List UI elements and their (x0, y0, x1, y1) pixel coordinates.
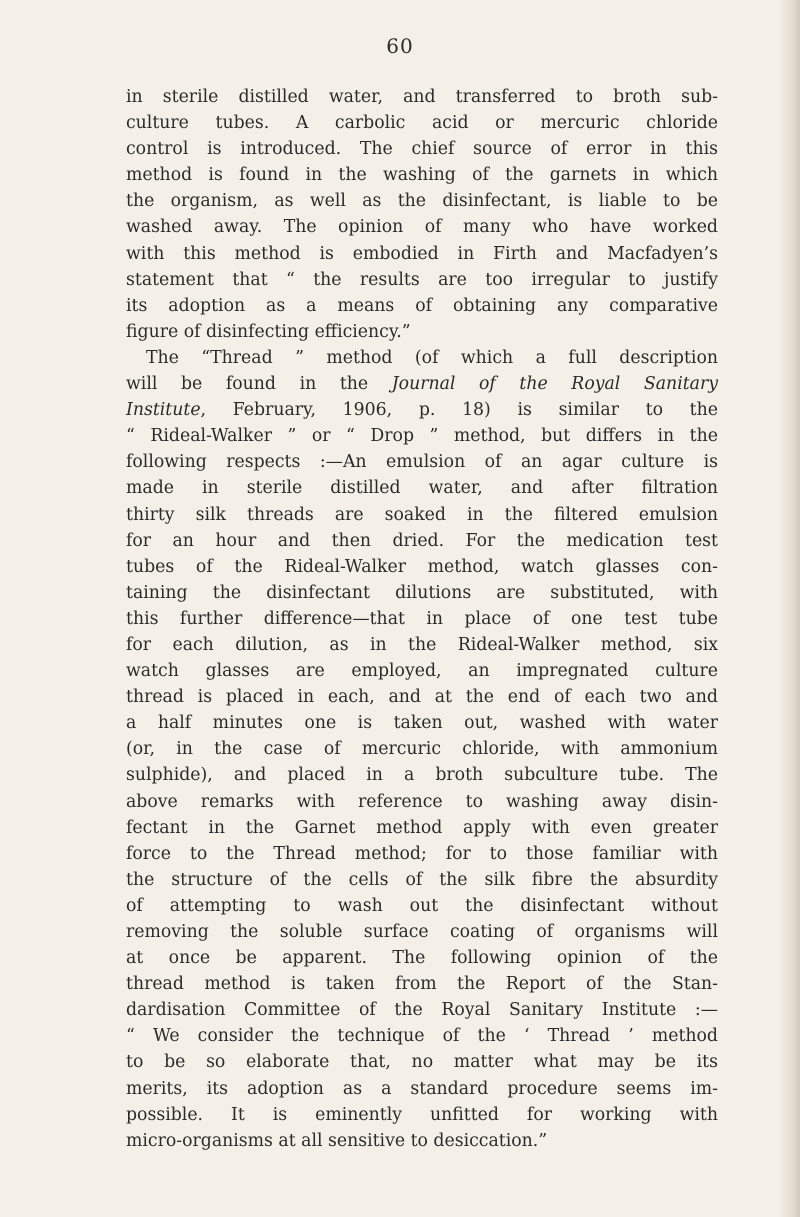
text-line: The “Thread ” method (of which a full description (146, 347, 718, 368)
text-line: with this method is embodied in Firth and Macfadyen’s (126, 243, 718, 264)
text-line: thirty silk threads are soaked in the filtered emulsion (126, 504, 718, 525)
text-line: micro-organisms at all sensitive to desiccation.” (126, 1130, 548, 1151)
text-line: taining the disinfectant dilutions are substituted, with (126, 582, 718, 603)
body-text (126, 84, 718, 1154)
text-line: will be found in the Journal of the Royal Sanitary (126, 374, 718, 395)
page-edge-shadow (778, 0, 800, 1217)
text-line: method is found in the washing of the garnets in which (126, 165, 718, 186)
text-line: culture tubes. A carbolic acid or mercuric chloride (126, 113, 718, 134)
text-line: merits, its adoption as a standard procedure seems im- (126, 1078, 718, 1099)
text-line: made in sterile distilled water, and after filtration (126, 478, 718, 499)
text-line: thread method is taken from the Report of the Stan- (126, 974, 718, 995)
text-line: Institute, February, 1906, p. 18) is similar to the (126, 400, 718, 421)
text-line: to be so elaborate that, no matter what may be its (126, 1052, 718, 1073)
text-line: this further difference—that in place of one test tube (126, 608, 718, 629)
text-line: possible. It is eminently unfitted for working with (126, 1104, 718, 1125)
text-line: force to the Thread method; for to those familiar with (126, 843, 718, 864)
text-line: the organism, as well as the disinfectant, is liable to be (126, 191, 718, 212)
text-line: the structure of the cells of the silk fibre the absurdity (126, 869, 718, 890)
text-line: a half minutes one is taken out, washed with water (126, 713, 718, 734)
journal-title-cont: Institute (126, 400, 201, 421)
text-line: watch glasses are employed, an impregnated culture (126, 661, 718, 682)
text-line: in sterile distilled water, and transferred to broth sub- (126, 87, 718, 107)
text-line: (or, in the case of mercuric chloride, with ammonium (126, 739, 718, 760)
journal-title: Journal of the Royal Sanitary (391, 374, 718, 395)
text-line: washed away. The opinion of many who have worked (126, 217, 718, 238)
text-line: following respects :—An emulsion of an agar culture is (126, 452, 718, 473)
text-line: above remarks with reference to washing away disin- (126, 791, 718, 812)
text-line: thread is placed in each, and at the end of each two and (126, 687, 718, 708)
text-line: for each dilution, as in the Rideal-Walker method, six (126, 634, 718, 655)
text-line: at once be apparent. The following opinion of the (126, 948, 718, 969)
text-line: sulphide), and placed in a broth subculture tube. The (126, 765, 718, 786)
text-line: fectant in the Garnet method apply with even greater (126, 817, 718, 838)
text-line: tubes of the Rideal-Walker method, watch glasses con- (126, 556, 718, 577)
text-line: “ Rideal-Walker ” or “ Drop ” method, but differs in the (126, 426, 718, 447)
text-line: of attempting to wash out the disinfectant without (126, 895, 718, 916)
text-line: “ We consider the technique of the ‘ Thread ’ method (126, 1026, 718, 1047)
page-number: 60 (386, 34, 414, 58)
text-line: dardisation Committee of the Royal Sanitary Institute :— (126, 1000, 718, 1021)
text-line: removing the soluble surface coating of organisms will (126, 922, 718, 942)
text-line: its adoption as a means of obtaining any comparative (126, 295, 718, 316)
text-line: statement that “ the results are too irregular to justify (126, 269, 718, 290)
text-line: for an hour and then dried. For the medication test (126, 530, 718, 551)
text-line: figure of disinfecting efficiency.” (126, 321, 411, 342)
text-line: control is introduced. The chief source of error in this (126, 139, 718, 160)
